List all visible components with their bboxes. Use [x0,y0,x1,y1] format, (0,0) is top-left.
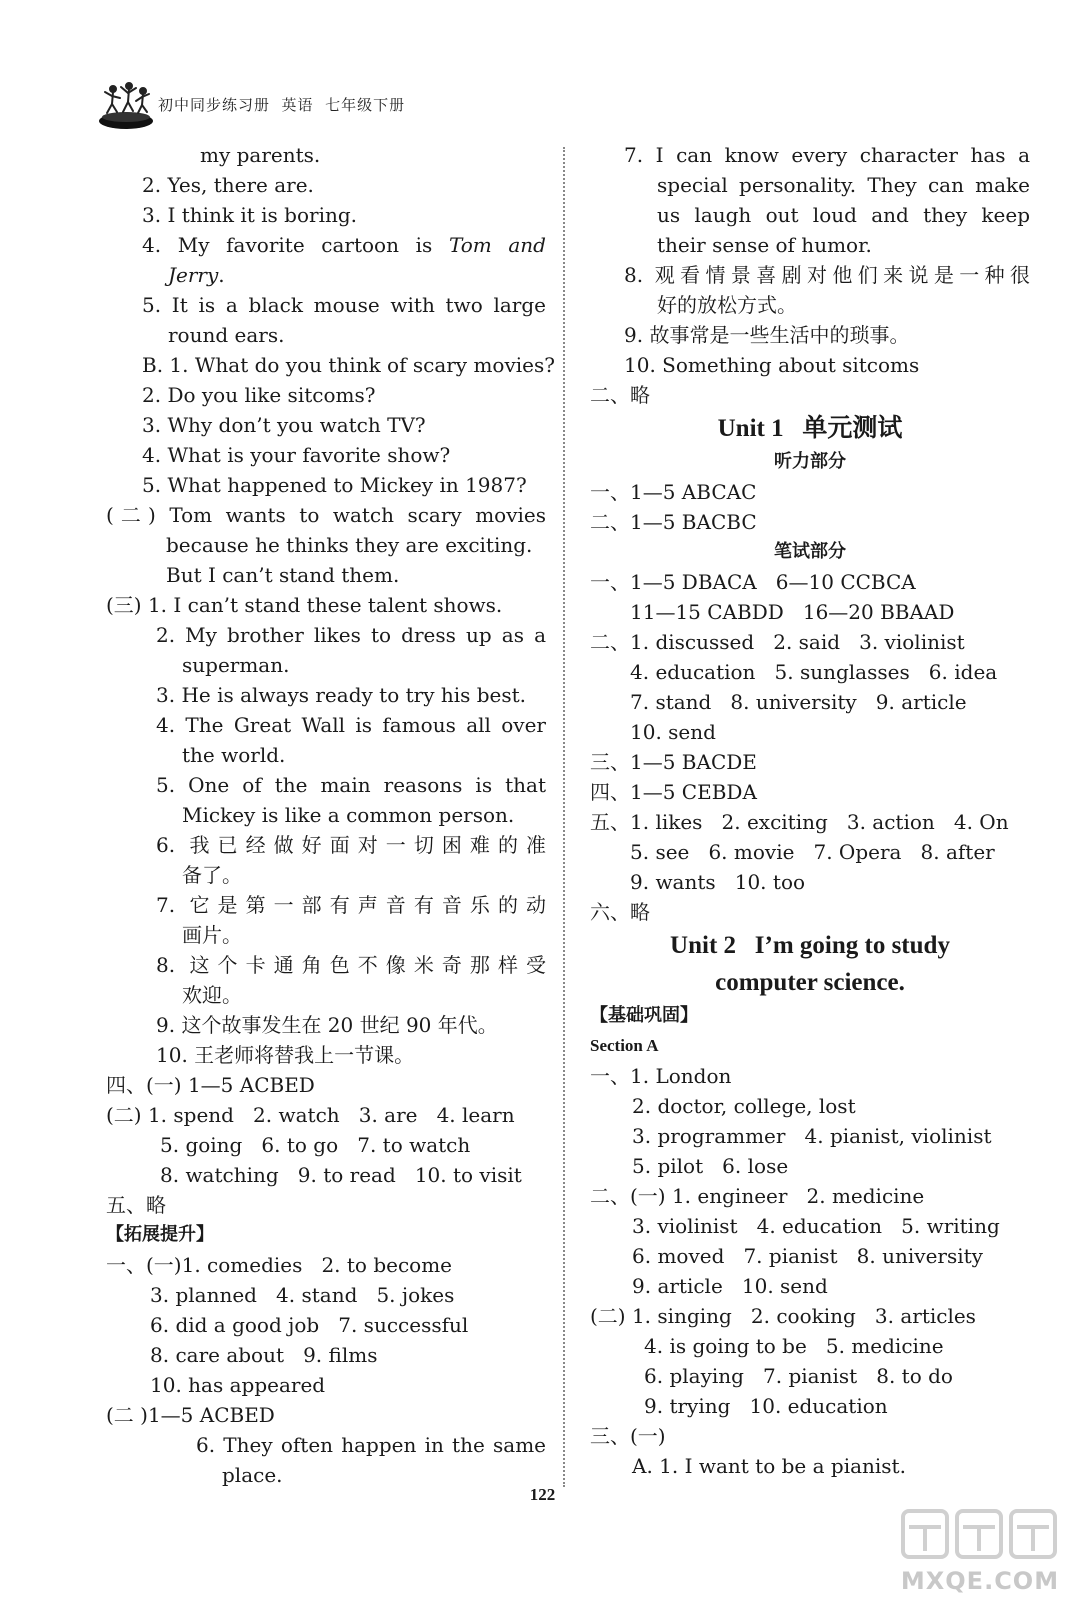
page-header [98,80,558,130]
left-answer-line: But I can’t stand them. [166,563,400,587]
left-answer-line: 【拓展提升】 [106,1224,214,1245]
right-answer-line: 10. send [630,720,716,744]
right-answer-line: 4. education 5. sunglasses 6. idea [630,660,998,684]
right-answer-line: 一、1—5 DBACA 6—10 CCBCA [590,570,916,594]
left-answer-line: round ears. [168,323,285,347]
left-answer-line: 6. did a good job 7. successful [150,1313,469,1337]
right-answer-line: 6. moved 7. pianist 8. university [632,1244,983,1268]
left-answer-line: 2. Yes, there are. [142,173,314,197]
right-answer-line: special personality. They can make [657,173,1030,197]
right-answer-line: 四、1—5 CEBDA [590,780,757,804]
left-answer-line: 5. going 6. to go 7. to watch [160,1133,471,1157]
right-answer-line: 笔试部分 [774,541,846,562]
watermark-logo-icon [895,1505,1065,1565]
right-answer-line: 9. wants 10. too [630,870,806,894]
left-answer-line: because he thinks they are exciting. [166,533,533,557]
right-answer-line: us laugh out loud and they keep [657,203,1030,227]
right-answer-line: 2. doctor, college, lost [632,1094,856,1118]
running-figures-logo-icon [98,80,154,130]
left-answer-line: 3. Why don’t you watch TV? [142,413,426,437]
right-answer-line: 三、1—5 BACDE [590,750,757,774]
left-answer-column [106,140,555,1490]
left-answer-line: 10. has appeared [150,1373,326,1397]
left-answer-line: (三) 1. I can’t stand these talent shows. [106,593,503,617]
left-answer-line: (二 )1—5 ACBED [106,1403,275,1427]
right-answer-line: 六、略 [590,900,650,924]
right-answer-line: computer science. [715,969,905,996]
left-answer-line: 9. 这个故事发生在 20 世纪 90 年代。 [156,1013,498,1037]
right-answer-line: 听力部分 [774,451,846,472]
right-answer-line: 【基础巩固】 [590,1005,698,1026]
left-answer-line: 8. 这个卡通角色不像米奇那样受 [156,953,546,977]
right-answer-line: 6. playing 7. pianist 8. to do [644,1364,953,1388]
left-answer-line: 6. They often happen in the same [196,1433,546,1457]
left-answer-line: 4. The Great Wall is famous all over [156,713,546,737]
watermark-text: MXQE.COM [900,1567,1060,1595]
column-divider [563,147,565,1487]
right-answer-line: 一、1—5 ABCAC [590,480,757,504]
left-answer-line: 8. care about 9. films [150,1343,378,1367]
right-answer-line: 3. programmer 4. pianist, violinist [632,1124,992,1148]
right-answer-column [590,140,1030,1481]
right-answer-line: 5. see 6. movie 7. Opera 8. after [630,840,995,864]
right-answer-line: 二、1—5 BACBC [590,510,757,534]
right-answer-line: 一、1. London [590,1064,732,1088]
left-answer-line: 五、略 [106,1193,166,1217]
left-answer-line: (二) Tom wants to watch scary movies [106,503,546,527]
right-answer-line: Unit 2 I’m going to study [670,932,950,959]
left-answer-line: B. 1. What do you think of scary movies? [142,353,555,377]
right-answer-line: 二、1. discussed 2. said 3. violinist [590,630,965,654]
right-answer-line: Section A [590,1036,659,1055]
book-title: 初中同步练习册 英语 七年级下册 [158,96,406,114]
right-answer-line: 好的放松方式。 [657,293,797,317]
left-answer-line: my parents. [200,143,321,167]
left-answer-line: 备了。 [182,863,242,887]
left-answer-line: 3. I think it is boring. [142,203,358,227]
left-answer-line: 3. planned 4. stand 5. jokes [150,1283,455,1307]
left-answer-line: Mickey is like a common person. [182,803,515,827]
left-answer-line: 4. My favorite cartoon is Tom and [142,233,546,257]
right-answer-line: 9. trying 10. education [644,1394,888,1418]
right-answer-line: 7. I can know every character has a [624,143,1030,167]
right-answer-line: 二、(一) 1. engineer 2. medicine [590,1184,925,1208]
left-answer-line: 2. My brother likes to dress up as a [156,623,546,647]
left-answer-line: the world. [182,743,286,767]
right-answer-line: 5. pilot 6. lose [632,1154,789,1178]
left-answer-line: 画片。 [182,923,242,947]
left-answer-line: 5. What happened to Mickey in 1987? [142,473,527,497]
left-answer-line: 4. What is your favorite show? [142,443,451,467]
right-answer-line: 9. article 10. send [632,1274,828,1298]
right-answer-line: Unit 1 单元测试 [717,415,903,442]
left-answer-line: Jerry. [168,263,225,287]
left-answer-line: 2. Do you like sitcoms? [142,383,376,407]
right-answer-line: their sense of humor. [657,233,872,257]
left-answer-line: 3. He is always ready to try his best. [156,683,527,707]
right-answer-line: 9. 故事常是一些生活中的琐事。 [624,323,910,347]
left-answer-line: superman. [182,653,290,677]
right-answer-line: 三、(一) [590,1424,666,1448]
site-watermark [895,1505,1065,1595]
left-answer-line: 6. 我已经做好面对一切困难的准 [156,833,546,857]
right-answer-line: (二) 1. singing 2. cooking 3. articles [590,1304,976,1328]
page-number: 122 [529,1485,556,1504]
left-answer-line: 5. One of the main reasons is that [156,773,546,797]
left-answer-line: 一、(一)1. comedies 2. to become [106,1253,453,1277]
left-answer-line: (二) 1. spend 2. watch 3. are 4. learn [106,1103,515,1127]
right-answer-line: 4. is going to be 5. medicine [644,1334,944,1358]
right-answer-line: 10. Something about sitcoms [624,353,920,377]
right-answer-line: 11—15 CABDD 16—20 BBAAD [630,600,955,624]
right-answer-line: 3. violinist 4. education 5. writing [632,1214,1000,1238]
left-answer-line: 7. 它是第一部有声音有音乐的动 [156,893,546,917]
left-answer-line: 10. 王老师将替我上一节课。 [156,1043,415,1067]
right-answer-line: 8. 观看情景喜剧对他们来说是一种很 [624,263,1030,287]
left-answer-line: place. [222,1463,283,1487]
left-answer-line: 四、(一) 1—5 ACBED [106,1073,315,1097]
right-answer-line: 7. stand 8. university 9. article [630,690,967,714]
right-answer-line: A. 1. I want to be a pianist. [632,1454,906,1478]
right-answer-line: 二、略 [590,383,650,407]
left-answer-line: 5. It is a black mouse with two large [142,293,546,317]
left-answer-line: 欢迎。 [182,983,242,1007]
left-answer-line: 8. watching 9. to read 10. to visit [160,1163,522,1187]
right-answer-line: 五、1. likes 2. exciting 3. action 4. On [590,810,1009,834]
